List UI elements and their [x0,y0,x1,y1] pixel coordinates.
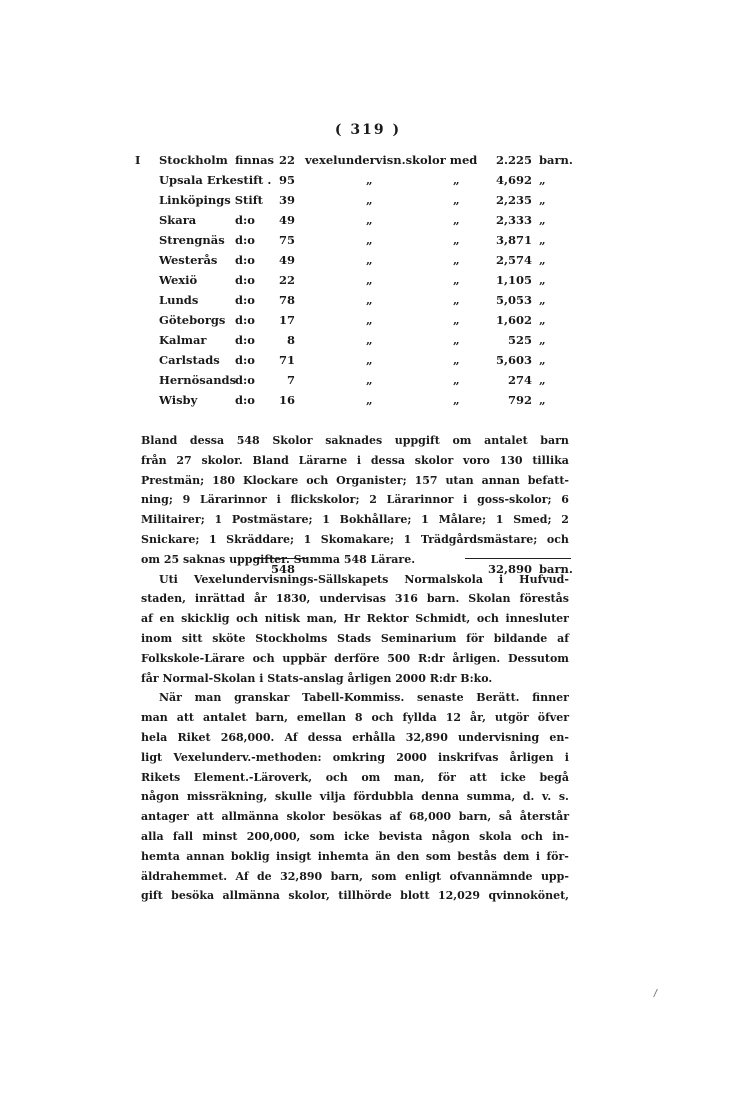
cell-unit: „ [539,393,546,407]
cell-ditto1: „ [366,353,373,367]
cell-ditto1: „ [366,393,373,407]
cell-children: 792 [507,393,532,407]
cell-qual: d:o [235,353,255,367]
cell-name: Strengnäs [159,233,225,247]
cell-ditto1: „ [366,233,373,247]
cell-qual: d:o [235,393,255,407]
text-line: man att antalet barn, emellan 8 och fyllda 12 år, utgör öfver [141,711,569,725]
cell-qual: d:o [235,273,255,287]
cell-name: Upsala Erkestift . [159,173,272,187]
cell-unit: „ [539,173,546,187]
cell-qual: d:o [235,333,255,347]
cell-unit: „ [539,193,546,207]
cell-unit: „ [539,313,546,327]
cell-name: Westerås [159,253,218,267]
cell-schools: 16 [278,393,295,407]
cell-children: 5,603 [495,353,532,367]
cell-unit: „ [539,353,546,367]
text-line: Folkskole-Lärare och uppbär derföre 500 R:dr årligen. Dessutom [141,651,569,665]
cell-qual: d:o [235,313,255,327]
text-line: af en skicklig och nitisk man, Hr Rektor Schmidt, och innesluter [141,612,569,626]
cell-ditto2: „ [453,293,460,307]
cell-ditto1: „ [366,213,373,227]
cell-name: Linköpings Stift [159,193,263,207]
text-line: gift besöka allmänna skolor, tillhörde blott 12,029 qvinnokönet, [141,889,569,903]
cell-qual: d:o [235,373,255,387]
total-children: 32,890 [487,562,532,576]
cell-schools: 49 [278,253,295,267]
page-number: ( 319 ) [334,122,402,138]
cell-qual: d:o [235,293,255,307]
cell-children: 1,105 [495,273,532,287]
cell-unit: „ [539,293,546,307]
text-line: hemta annan boklig insigt inhemta än den som bestås dem i för- [141,849,569,863]
cell-qual: d:o [235,233,255,247]
cell-unit: „ [539,213,546,227]
cell-ditto2: „ [453,233,460,247]
cell-ditto2: „ [453,213,460,227]
cell-unit: „ [539,273,546,287]
cell-schools: 75 [278,233,295,247]
cell-name: Göteborgs [159,313,226,327]
table-row [135,210,575,230]
cell-schools: 49 [278,213,295,227]
cell-ditto2: „ [453,313,460,327]
cell-name: Kalmar [159,333,207,347]
cell-ditto1: „ [366,293,373,307]
cell-children: 4,692 [495,173,532,187]
cell-ditto2: „ [453,393,460,407]
text-line: hela Riket 268,000. Af dessa erhålla 32,890 undervisning en- [141,730,569,744]
cell-ditto2: „ [453,253,460,267]
total-unit: barn. [539,562,573,576]
cell-schools: 39 [278,193,295,207]
text-line: från 27 skolor. Bland Lärarne i dessa skolor voro 130 tillika [141,453,569,467]
text-line: Uti Vexelundervisnings-Sällskapets Normalskola i Hufvud- [159,572,569,586]
text-line: om 25 saknas uppgifter. Summa 548 Lärare. [141,552,416,566]
text-line: Rikets Element.-Läroverk, och om man, för att icke begå [141,770,569,784]
table-row [135,370,575,390]
cell-children: 2.225 [495,153,532,167]
table-row [135,290,575,310]
text-line: När man granskar Tabell-Kommiss. senaste Berätt. finner [159,691,569,705]
table-row [135,330,575,350]
text-line: Snickare; 1 Skräddare; 1 Skomakare; 1 Trädgårdsmästare; och [141,532,569,546]
cell-ditto2: „ [453,273,460,287]
text-line: Bland dessa 548 Skolor saknades uppgift om antalet barn [141,434,569,447]
cell-ditto2: „ [453,193,460,207]
cell-schools: 22 [278,273,295,287]
text-line: staden, inrättad år 1830, undervisas 316 barn. Skolan förestås [141,592,569,606]
cell-ditto2: „ [453,373,460,387]
cell-children: 274 [507,373,532,387]
text-line: alla fall minst 200,000, som icke bevista någon skola och in- [141,829,569,843]
cell-qual: d:o [235,253,255,267]
cell-ditto2: „ [453,353,460,367]
cell-name: Wisby [159,393,198,407]
cell-ditto2: „ [453,173,460,187]
cell-name: Hernösands [159,373,237,387]
cell-schools: 7 [286,373,295,387]
cell-unit: „ [539,233,546,247]
cell-children: 1,602 [495,313,532,327]
cell-qual: finnas [235,153,275,167]
cell-ditto2: „ [453,333,460,347]
cell-name: Wexiö [159,273,198,287]
cell-children: 2,235 [495,193,532,207]
text-line: Prestmän; 180 Klockare och Organister; 157 utan annan befatt- [141,473,569,487]
text-line: får Normal-Skolan i Stats-anslag årligen 2000 R:dr B:ko. [141,671,493,685]
table-row [135,310,575,330]
cell-unit: „ [539,253,546,267]
cell-schools: 71 [278,353,295,367]
cell-ditto1: „ [366,193,373,207]
cell-text: vexelundervisn.skolor med [305,153,478,167]
cell-ditto1: „ [366,173,373,187]
cell-children: 2,574 [495,253,532,267]
cell-children: 525 [507,333,532,347]
cell-name: Stockholm [159,153,228,167]
cell-ditto1: „ [366,313,373,327]
table-row [135,390,575,410]
stray-mark [653,989,663,997]
cell-unit: „ [539,373,546,387]
body-text [141,431,569,906]
cell-children: 2,333 [495,213,532,227]
table-row [135,190,575,210]
cell-unit: „ [539,333,546,347]
text-line: någon missräkning, skulle vilja fördubbla denna summa, d. v. s. [141,790,569,804]
text-line: Militairer; 1 Postmästare; 1 Bokhållare; 1 Målare; 1 Smed; 2 [141,513,569,527]
cell-schools: 8 [286,333,295,347]
cell-name: Lunds [159,293,199,307]
table-row [135,270,575,290]
cell-schools: 95 [278,173,295,187]
total-schools: 548 [270,562,295,576]
table-row [135,350,575,370]
cell-schools: 22 [278,153,295,167]
text-line: ligt Vexelunderv.-methoden: omkring 2000 inskrifvas årligen i [141,750,569,764]
text-line: ning; 9 Lärarinnor i flickskolor; 2 Lärarinnor i goss-skolor; 6 [141,493,569,507]
text-line: inom sitt sköte Stockholms Stads Seminarium för bildande af [141,631,569,645]
cell-unit: barn. [539,153,573,167]
cell-mark: I [135,153,141,167]
cell-ditto1: „ [366,273,373,287]
table-row [135,150,575,170]
cell-schools: 78 [278,293,295,307]
cell-children: 3,871 [495,233,532,247]
cell-ditto1: „ [366,333,373,347]
table-row [135,230,575,250]
cell-children: 5,053 [495,293,532,307]
cell-name: Carlstads [159,353,220,367]
text-line: antager att allmänna skolor besökas af 68,000 barn, så återstår [141,810,569,824]
cell-ditto1: „ [366,253,373,267]
cell-qual: d:o [235,213,255,227]
cell-schools: 17 [278,313,295,327]
cell-name: Skara [159,213,197,227]
table-row [135,170,575,190]
cell-ditto1: „ [366,373,373,387]
text-line: äldrahemmet. Af de 32,890 barn, som enligt ofvannämnde upp- [141,869,569,883]
table-row [135,250,575,270]
